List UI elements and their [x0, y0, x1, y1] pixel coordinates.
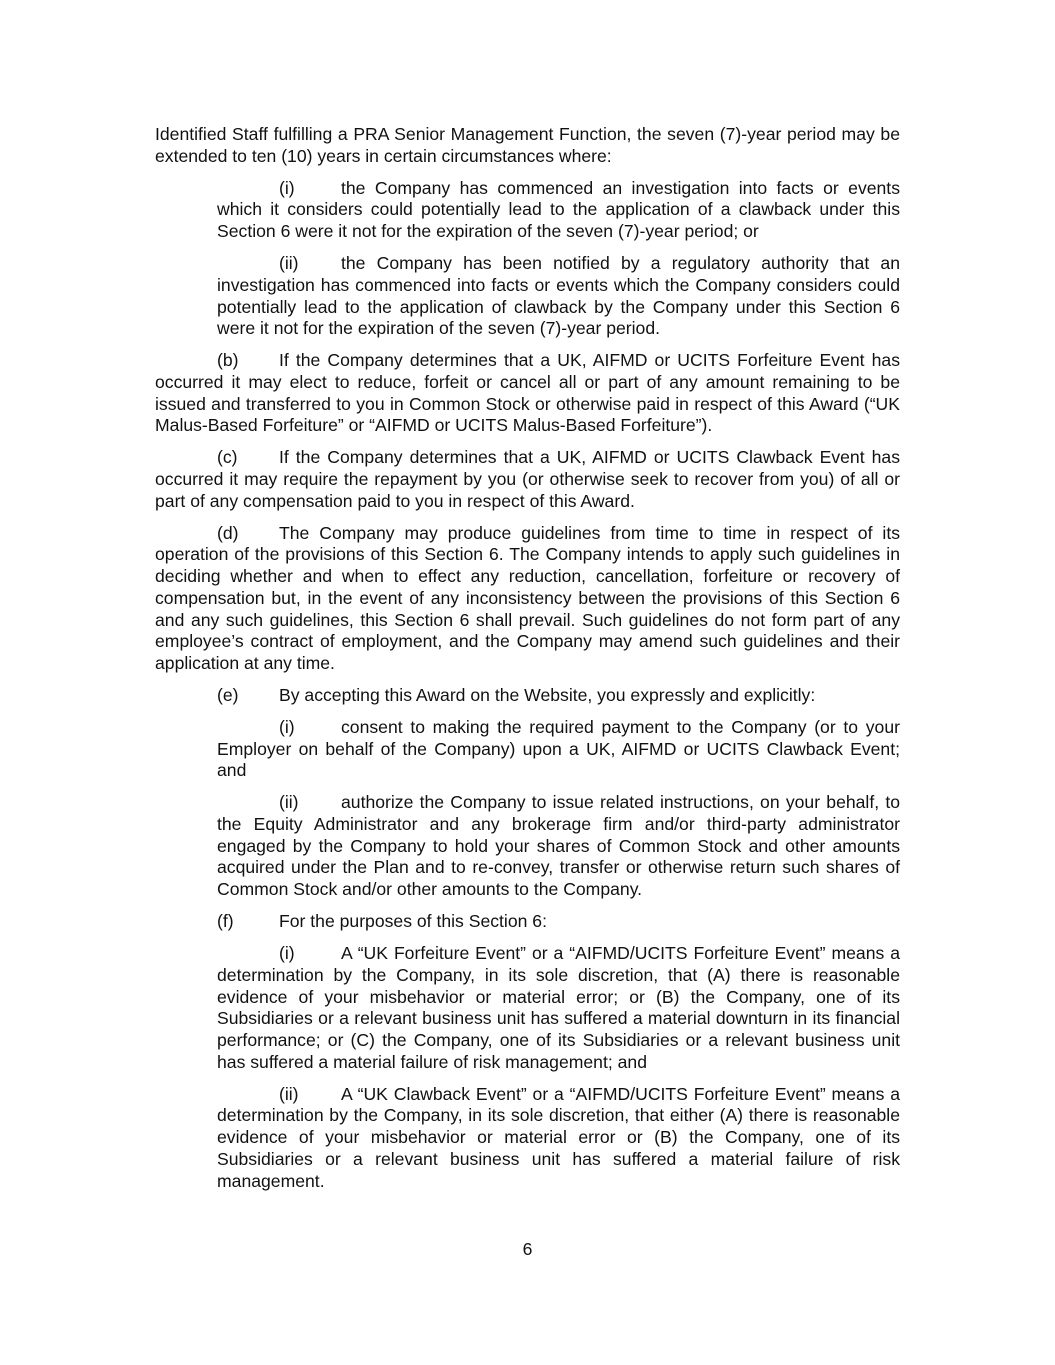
document-page [155, 124, 900, 1203]
section-f-item-i [217, 943, 900, 1073]
item-text: the Company has commenced an investigation into facts or events which it considers could potentially lead to the application of a clawback under this Section 6 were it not for the expiration of the seven (7)-year period; or [217, 177, 900, 242]
item-label: (i) [279, 716, 295, 737]
section-text: By accepting this Award on the Website, you expressly and explicitly: [279, 684, 816, 705]
section-label: (c) [217, 447, 238, 468]
page-number: 6 [522, 1239, 533, 1259]
intro-item-i [217, 178, 900, 243]
section-f-item-ii [217, 1084, 900, 1193]
section-c [155, 447, 900, 512]
section-e [155, 685, 900, 707]
section-text: If the Company determines that a UK, AIFMD or UCITS Forfeiture Event has occurred it may elect to reduce, forfeit or cancel all or part of any amount remaining to be issued and transferred to you in Common Stock or otherwise paid in respect of this Award (“UK Malus-Based Forfeiture” or “AIFMD or UCITS Malus-Based Forfeiture”). [155, 350, 900, 436]
item-text: authorize the Company to issue related instructions, on your behalf, to the Equity Administrator and any brokerage firm and/or third-party administrator engaged by the Company to hold your shares of Common Stock and other amounts acquired under the Plan and to re-convey, transfer or otherwise return such shares of Common Stock and/or other amounts to the Company. [217, 792, 900, 900]
item-text: A “UK Clawback Event” or a “AIFMD/UCITS Forfeiture Event” means a determination by the Company, in its sole discretion, that either (A) there is reasonable evidence of your misbehavior or material error or (B) the Company, one of its Subsidiaries or a relevant business unit has suffered a material failure of risk management. [217, 1083, 900, 1191]
section-d [155, 523, 900, 675]
item-label: (ii) [279, 1083, 299, 1104]
section-label: (f) [217, 911, 234, 932]
section-f [155, 911, 900, 933]
item-text: the Company has been notified by a regulatory authority that an investigation has commenced into facts or events which the Company considers could potentially lead to the application of clawback by the Company under this Section 6 were it not for the expiration of the seven (7)-year period. [217, 253, 900, 339]
item-label: (ii) [279, 792, 299, 813]
section-e-item-ii [217, 792, 900, 901]
item-text: consent to making the required payment to the Company (or to your Employer on behalf of the Company) upon a UK, AIFMD or UCITS Clawback Event; and [217, 716, 900, 781]
section-e-item-i [217, 717, 900, 782]
section-b [155, 350, 900, 437]
section-text: If the Company determines that a UK, AIFMD or UCITS Clawback Event has occurred it may require the repayment by you (or otherwise seek to recover from you) of all or part of any compensation paid to you in respect of this Award. [155, 447, 900, 511]
item-text: A “UK Forfeiture Event” or a “AIFMD/UCITS Forfeiture Event” means a determination by the Company, in its sole discretion, that (A) there is reasonable evidence of your misbehavior or material error; or (B) the Company, one of its Subsidiaries or a relevant business unit has suffered a material downturn in its financial performance; or (C) the Company, one of its Subsidiaries or a relevant business unit has suffered a material failure of risk management; and [217, 943, 900, 1072]
item-label: (i) [279, 943, 295, 964]
item-label: (ii) [279, 253, 299, 274]
section-label: (d) [217, 522, 239, 543]
item-label: (i) [279, 177, 295, 198]
section-text: For the purposes of this Section 6: [279, 911, 547, 932]
intro-paragraph: Identified Staff fulfilling a PRA Senior Management Function, the seven (7)-year period may be extended to ten (10) years in certain circumstances where: [155, 124, 900, 166]
section-label: (b) [217, 350, 239, 371]
section-label: (e) [217, 684, 239, 705]
intro-item-ii [217, 253, 900, 340]
section-text: The Company may produce guidelines from time to time in respect of its operation of the provisions of this Section 6. The Company intends to apply such guidelines in deciding whether and when to effect any reduction, cancellation, forfeiture or recovery of compensation but, in the event of any inconsistency between the provisions of this Section 6 and any such guidelines, this Section 6 shall prevail. Such guidelines do not form part of any employee’s contract of employment, and the Company may amend such guidelines and their application at any time. [155, 522, 900, 673]
